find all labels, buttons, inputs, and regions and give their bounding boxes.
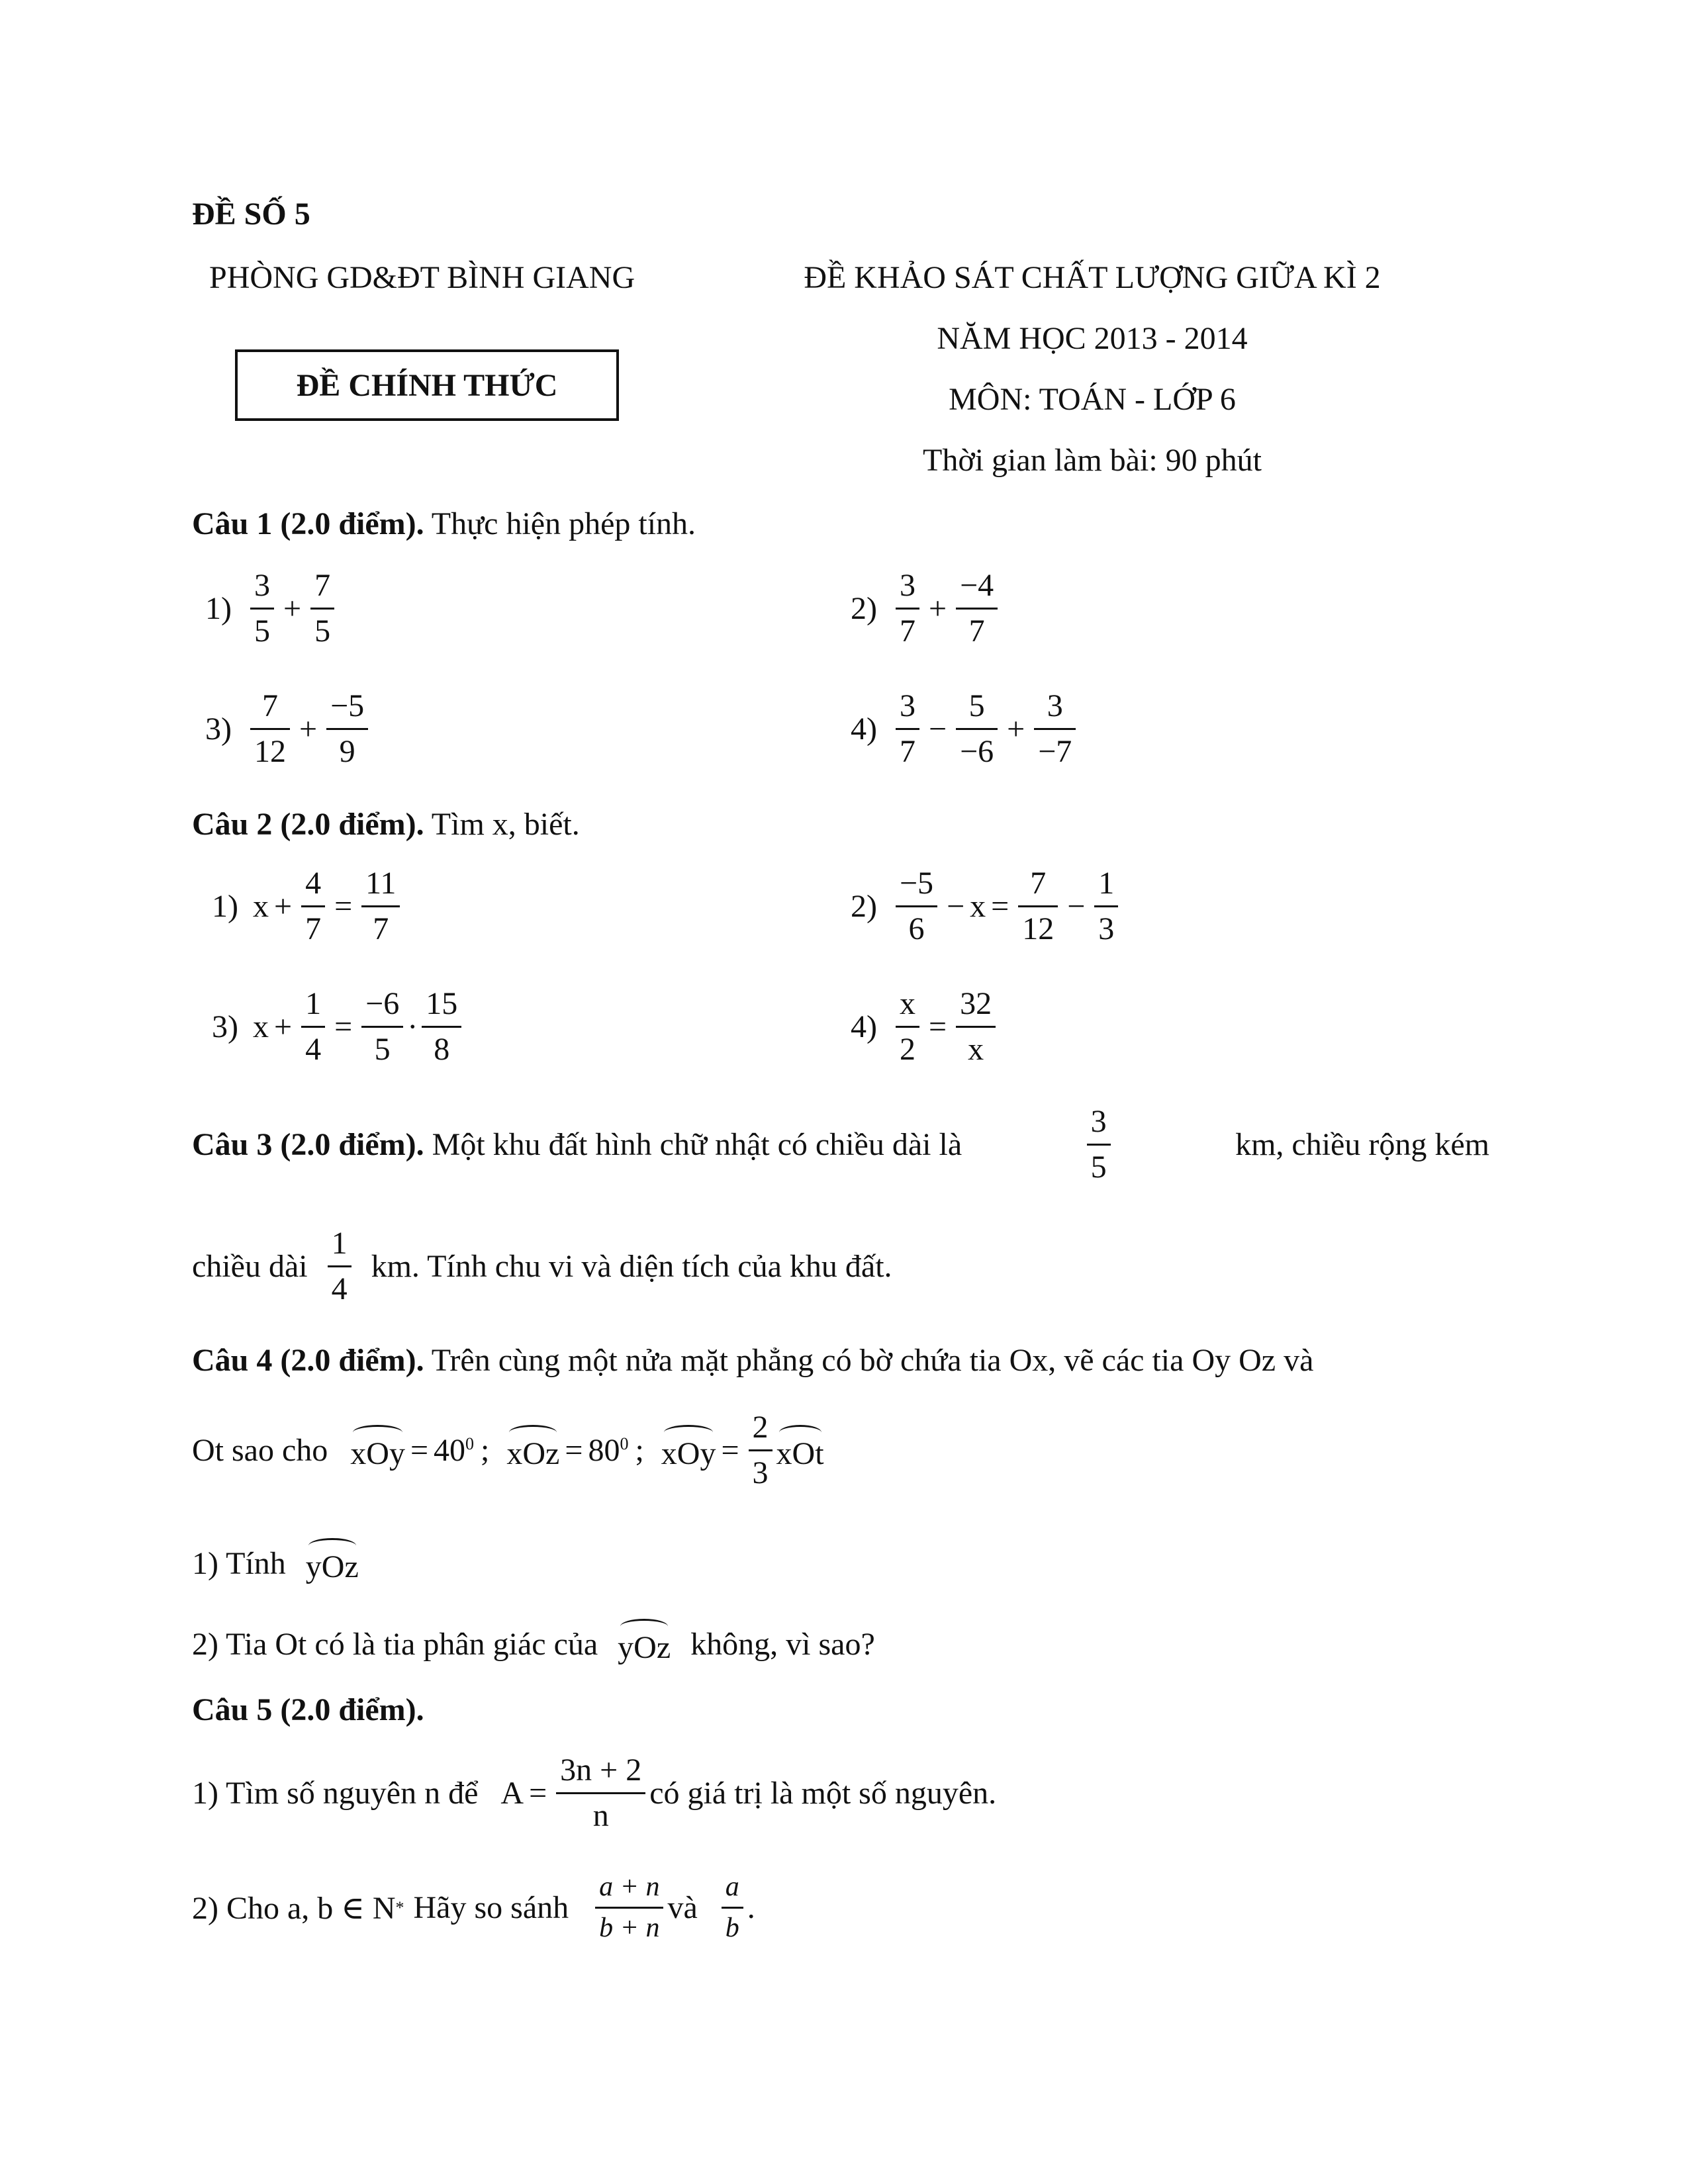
q3-line-1: Câu 3 (2.0 điểm). Một khu đất hình chữ nhật có chiều dài là $\frac{3}{5}$ km, chiều rộng kém [192, 1104, 1489, 1185]
q4-line-2: Ot sao cho xOy = $40^0$ ; xOz = $80^0$ ; xOy = $\frac{2}{3}$ xOt [192, 1410, 824, 1490]
fraction: $\frac{1}{3}$ [1094, 866, 1118, 947]
fraction: $\frac{-6}{5}$ [361, 986, 403, 1068]
q1-expr-1: 1) $\frac{3}{5}$ + $\frac{7}{5}$ [205, 568, 338, 649]
fraction: $\frac{-4}{7}$ [956, 568, 998, 649]
q2-title: Câu 2 (2.0 điểm). [192, 807, 424, 842]
q2-expr-3: 3) x + $\frac{1}{4}$ = $\frac{-6}{5}$ · $\frac{15}{8}$ [212, 986, 465, 1068]
q5-title: Câu 5 (2.0 điểm). [192, 1692, 424, 1727]
q3-line-2: chiều dài $\frac{1}{4}$ km. Tính chu vi và diện tích của khu đất. [192, 1226, 892, 1306]
q2-expr-2: 2) $\frac{-5}{6}$ − x = $\frac{7}{12}$ − $\frac{1}{3}$ [851, 866, 1122, 947]
q5-part-2: 2) Cho a, b ∈ N * Hãy so sánh $\frac{a + n}{b + n}$ và $\frac{a}{b}$ . [192, 1872, 755, 1944]
angle-yOz: yOz [306, 1542, 359, 1585]
fraction: $\frac{32}{x}$ [956, 986, 996, 1068]
q1-label-3: 3) [205, 711, 232, 747]
q1-label-4: 4) [851, 711, 877, 747]
q1-heading [192, 508, 696, 540]
q5-part-1: 1) Tìm số nguyên n để A = $\frac{3n + 2}{n}$ có giá trị là một số nguyên. [192, 1752, 997, 1833]
angle-xOt: xOt [776, 1429, 824, 1472]
fraction: $\frac{3}{7}$ [896, 688, 919, 770]
q1-expr-2: 2) $\frac{3}{7}$ + $\frac{-4}{7}$ [851, 568, 1002, 649]
official-label: ĐỀ CHÍNH THỨC [296, 367, 558, 403]
fraction: $\frac{2}{3}$ [749, 1410, 773, 1491]
fraction: $\frac{x}{2}$ [896, 986, 919, 1068]
angle-xOy: xOy [661, 1429, 716, 1472]
q2-expr-1: 1) x + $\frac{4}{7}$ = $\frac{11}{7}$ [212, 866, 404, 947]
q1-label-1: 1) [205, 590, 232, 626]
q4-line-1: Câu 4 (2.0 điểm). Trên cùng một nửa mặt phẳng có bờ chứa tia Ox, vẽ các tia Oy Oz và [192, 1343, 1314, 1378]
angle-yOz: yOz [618, 1623, 671, 1666]
fraction: $\frac{15}{8}$ [422, 986, 461, 1068]
q2-prompt: Tìm x, biết. [431, 807, 580, 842]
fraction: $\frac{a}{b}$ [722, 1872, 743, 1944]
q4-title: Câu 4 (2.0 điểm). [192, 1343, 424, 1378]
q3-title: Câu 3 (2.0 điểm). [192, 1126, 424, 1162]
fraction: $\frac{3}{5}$ [250, 568, 274, 649]
exam-number: ĐỀ SỐ 5 [192, 197, 310, 232]
angle-xOy: xOy [350, 1429, 405, 1472]
subject: MÔN: TOÁN - LỚP 6 [949, 382, 1236, 417]
q1-title: Câu 1 (2.0 điểm). [192, 506, 424, 541]
school-year: NĂM HỌC 2013 - 2014 [937, 321, 1248, 356]
fraction: $\frac{3}{5}$ [1087, 1104, 1111, 1185]
q2-heading [192, 809, 580, 841]
fraction: $\frac{7}{5}$ [310, 568, 334, 649]
fraction: $\frac{a + n}{b + n}$ [595, 1872, 663, 1944]
fraction: $\frac{-5}{9}$ [326, 688, 368, 770]
fraction: $\frac{4}{7}$ [301, 866, 325, 947]
fraction: $\frac{11}{7}$ [361, 866, 400, 947]
exam-title: ĐỀ KHẢO SÁT CHẤT LƯỢNG GIỮA KÌ 2 [804, 260, 1381, 295]
time-limit: Thời gian làm bài: 90 phút [923, 443, 1262, 478]
q2-expr-4: 4) $\frac{x}{2}$ = $\frac{32}{x}$ [851, 986, 1000, 1068]
fraction: $\frac{1}{4}$ [301, 986, 325, 1068]
fraction: $\frac{3n + 2}{n}$ [556, 1752, 645, 1834]
q1-expr-4: 4) $\frac{3}{7}$ − $\frac{5}{-6}$ + $\frac{3}{-7}$ [851, 688, 1080, 770]
fraction: $\frac{1}{4}$ [328, 1226, 352, 1307]
fraction: $\frac{3}{7}$ [896, 568, 919, 649]
fraction: $\frac{7}{12}$ [250, 688, 290, 770]
q1-label-2: 2) [851, 590, 877, 626]
fraction: $\frac{-5}{6}$ [896, 866, 937, 947]
angle-xOz: xOz [506, 1429, 559, 1472]
fraction: $\frac{3}{-7}$ [1034, 688, 1076, 770]
official-box [235, 349, 619, 421]
q1-expr-3: 3) $\frac{7}{12}$ + $\frac{-5}{9}$ [205, 688, 372, 770]
q1-prompt: Thực hiện phép tính. [431, 506, 696, 541]
fraction: $\frac{7}{12}$ [1018, 866, 1058, 947]
department: PHÒNG GD&ĐT BÌNH GIANG [209, 260, 635, 295]
fraction: $\frac{5}{-6}$ [956, 688, 998, 770]
q4-part-2: 2) Tia Ot có là tia phân giác của yOz không, vì sao? [192, 1623, 875, 1666]
q4-part-1: 1) Tính yOz [192, 1542, 359, 1585]
